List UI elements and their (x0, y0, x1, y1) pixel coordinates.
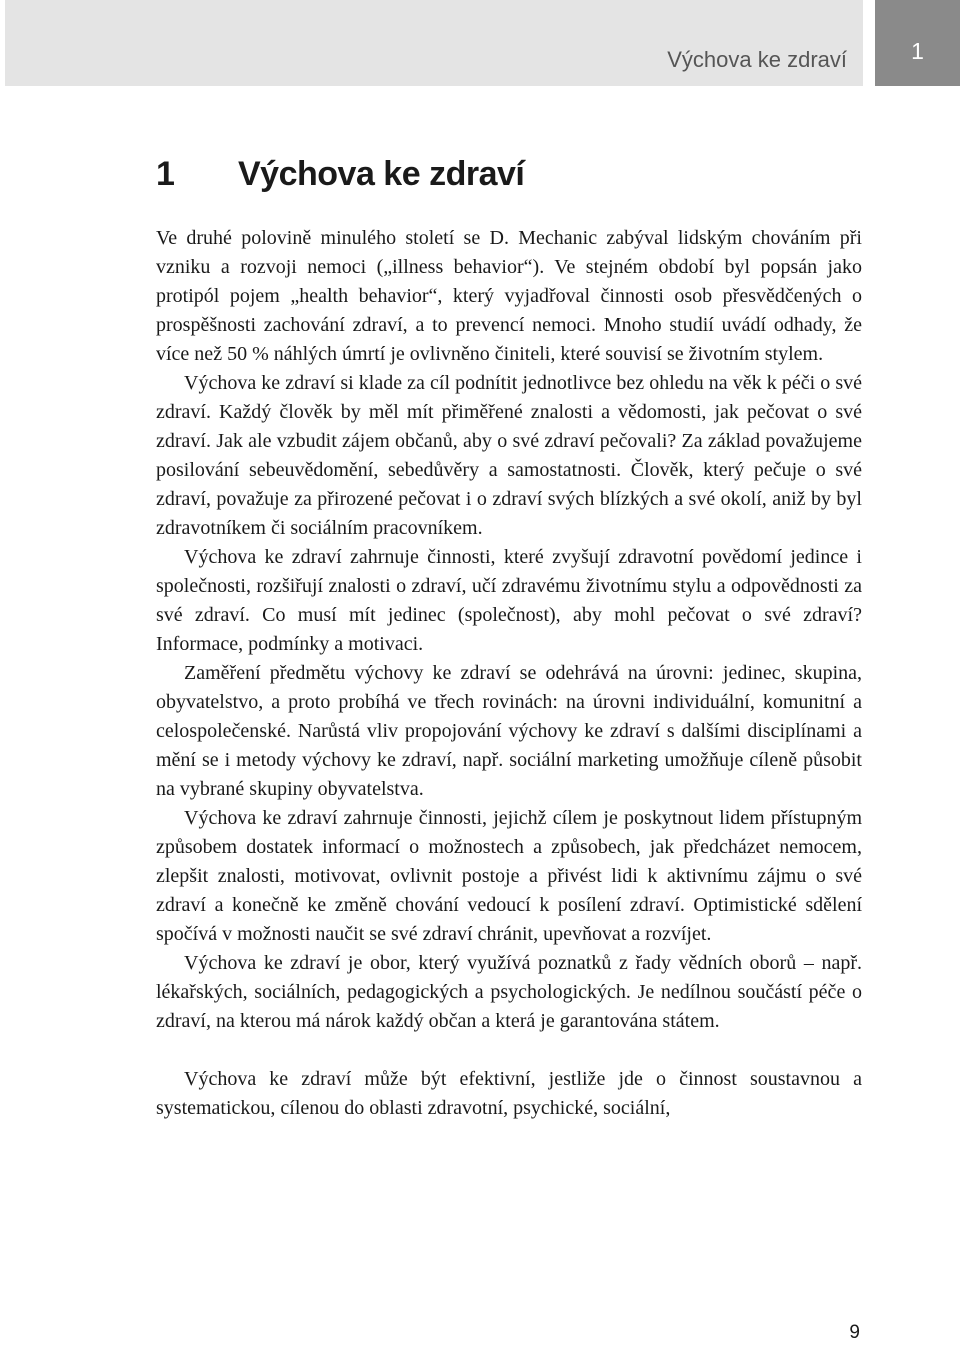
paragraph: Výchova ke zdraví může být efektivní, jestliže jde o činnost soustavnou a systematickou, cílenou do oblasti zdravotní, psychické, sociální, (156, 1068, 862, 1119)
chapter-heading (156, 155, 524, 194)
running-header (5, 0, 863, 86)
paragraph: Zaměření předmětu výchovy ke zdraví se odehrává na úrovni: jedinec, skupina, obyvatelstvo, a proto probíhá ve třech rovinách: na úrovni individuální, komunitní a celospolečenské. Narůstá vliv propojování výchovy ke zdraví s dalšími disciplínami a mění se i metody výchovy ke zdraví, např. sociální marketing umožňuje cíleně působit na vybrané skupiny obyvatelstva. (156, 662, 862, 800)
page-number: 9 (849, 1322, 860, 1343)
paragraph: Výchova ke zdraví je obor, který využívá poznatků z řady vědních oborů – např. lékařských, sociálních, pedagogických a psychologických. Je nedílnou součástí péče o zdraví, na kterou má nárok každý občan a která je garantována státem. (156, 952, 862, 1032)
paragraph: Výchova ke zdraví zahrnuje činnosti, které zvyšují zdravotní povědomí jedince i společnosti, rozšiřují znalosti o zdraví, učí zdravému životnímu stylu a odpovědnosti za své zdraví. Co musí mít jedinec (společnost), aby mohl pečovat o své zdraví? Informace, podmínky a motivaci. (156, 546, 862, 655)
running-title: Výchova ke zdraví (667, 47, 847, 72)
chapter-tab (875, 0, 960, 86)
chapter-tab-number: 1 (911, 38, 924, 64)
chapter-title: Výchova ke zdraví (238, 155, 525, 193)
body-text (156, 224, 862, 1123)
paragraph: Výchova ke zdraví si klade za cíl podnítit jednotlivce bez ohledu na věk k péči o své zdraví. Každý člověk by měl mít přiměřené znalosti a vědomosti, jak pečovat o své zdraví. Jak ale vzbudit zájem občanů, aby o své zdraví pečovali? Za základ považujeme posilování sebeuvědomění, sebedůvěry a samostatnosti. Člověk, který pečuje o své zdraví, považuje za přirozené pečovat i o zdraví svých blízkých a své okolí, aniž by byl zdravotníkem či sociálním pracovníkem. (156, 372, 862, 539)
chapter-number: 1 (156, 155, 175, 193)
paragraph: Výchova ke zdraví zahrnuje činnosti, jejichž cílem je poskytnout lidem přístupným způsobem dostatek informací o možnostech a způsobech, jak předcházet nemocem, zlepšit znalosti, motivovat, ovlivnit postoje a přivést lidi k aktivnímu zájmu o své zdraví a konečně ke změně chování vedoucí k posílení zdraví. Optimistické sdělení spočívá v možnosti naučit se své zdraví chránit, upevňovat a rozvíjet. (156, 807, 862, 945)
paragraph: Ve druhé polovině minulého století se D. Mechanic zabýval lidským chováním při vzniku a rozvoji nemoci („illness behavior“). Ve stejném období byl popsán jako protipól pojem „health behavior“, který vyjadřoval činnosti osob přesvědčených o prospěšnosti zachování zdraví, a to prevencí nemoci. Mnoho studií uvádí odhady, že více než 50 % náhlých úmrtí je ovlivněno činiteli, které souvisí se životním stylem. (156, 227, 862, 365)
